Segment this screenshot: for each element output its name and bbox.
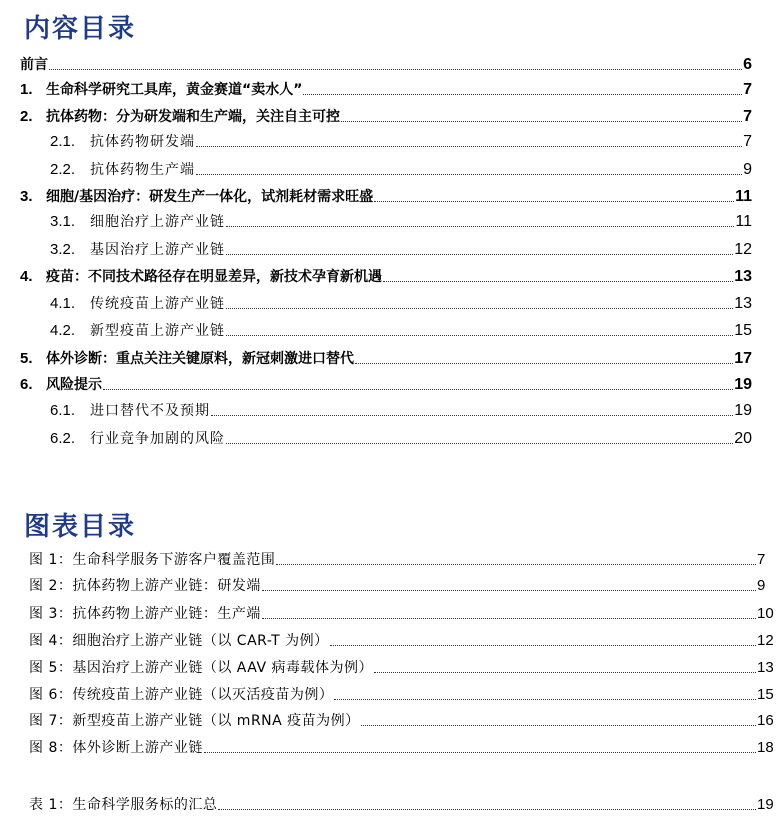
entry-title: 表 1：生命科学服务标的汇总 <box>29 797 218 813</box>
dot-leader <box>303 94 742 95</box>
page-number: 7 <box>757 551 766 568</box>
toc-subsection-entry[interactable] <box>50 157 752 179</box>
toc-subsection-entry[interactable] <box>50 426 752 448</box>
figure-list-entry[interactable] <box>29 601 774 623</box>
toc-section-entry[interactable] <box>20 372 752 394</box>
page-number: 11 <box>735 188 752 205</box>
page-number: 19 <box>757 796 774 813</box>
dot-leader <box>341 121 742 122</box>
page-number: 20 <box>734 430 752 447</box>
dot-leader <box>276 564 756 565</box>
dot-leader <box>374 672 756 673</box>
entry-title: 图 7：新型疫苗上游产业链（以 mRNA 疫苗为例） <box>29 713 360 729</box>
page-number: 9 <box>743 161 752 178</box>
entry-number: 1. <box>20 81 33 98</box>
dot-leader <box>262 590 756 591</box>
dot-leader <box>262 618 756 619</box>
toc-subsection-entry[interactable] <box>50 209 752 231</box>
page-number: 12 <box>734 241 752 258</box>
dot-leader <box>103 389 733 390</box>
table-list-entry[interactable] <box>29 792 774 814</box>
dot-leader <box>226 308 733 309</box>
page-number: 12 <box>757 632 774 649</box>
entry-number: 6.2. <box>50 430 76 447</box>
dot-leader <box>226 443 733 444</box>
entry-number: 2. <box>20 108 33 125</box>
page-number: 7 <box>743 81 752 98</box>
dot-leader <box>196 146 742 147</box>
entry-title: 细胞治疗上游产业链 <box>90 214 225 230</box>
page-number: 7 <box>743 108 752 125</box>
entry-title: 图 2：抗体药物上游产业链：研发端 <box>29 578 261 594</box>
entry-number: 3.2. <box>50 241 76 258</box>
entry-number: 2.1. <box>50 133 76 150</box>
figure-list-entry[interactable] <box>29 628 774 650</box>
toc-section-entry[interactable] <box>20 264 752 286</box>
entry-title: 体外诊断：重点关注关键原料，新冠刺激进口替代 <box>46 351 354 367</box>
entry-title: 图 5：基因治疗上游产业链（以 AAV 病毒载体为例） <box>29 660 373 676</box>
toc-subsection-entry[interactable] <box>50 237 752 259</box>
dot-leader <box>361 725 756 726</box>
entry-title: 抗体药物：分为研发端和生产端，关注自主可控 <box>46 109 340 125</box>
entry-title: 传统疫苗上游产业链 <box>90 296 225 312</box>
dot-leader <box>330 645 756 646</box>
page-number: 15 <box>757 686 774 703</box>
entry-title: 风险提示 <box>46 377 102 393</box>
figure-list-entry[interactable] <box>29 547 769 569</box>
entry-title: 抗体药物研发端 <box>90 134 195 150</box>
entry-title: 细胞/基因治疗：研发生产一体化，试剂耗材需求旺盛 <box>46 189 374 205</box>
toc-section-entry[interactable] <box>20 346 752 368</box>
toc-subsection-entry[interactable] <box>50 129 752 151</box>
page-number: 11 <box>735 213 752 230</box>
toc-section-entry[interactable] <box>20 52 752 74</box>
entry-title: 生命科学研究工具库，黄金赛道“卖水人” <box>46 82 303 98</box>
page-number: 13 <box>757 659 774 676</box>
entry-number: 4. <box>20 268 33 285</box>
dot-leader <box>226 254 733 255</box>
dot-leader <box>204 752 756 753</box>
entry-title: 图 8：体外诊断上游产业链 <box>29 740 203 756</box>
entry-number: 6. <box>20 376 33 393</box>
toc-section-entry[interactable] <box>20 184 752 206</box>
page-number: 15 <box>734 322 752 339</box>
dot-leader <box>226 335 733 336</box>
entry-number: 4.1. <box>50 295 76 312</box>
entry-number: 3. <box>20 188 33 205</box>
dot-leader <box>383 281 733 282</box>
dot-leader <box>49 69 742 70</box>
page-number: 16 <box>757 712 774 729</box>
entry-title: 基因治疗上游产业链 <box>90 242 225 258</box>
dot-leader <box>334 699 756 700</box>
dot-leader <box>218 809 756 810</box>
dot-leader <box>374 201 734 202</box>
entry-title: 图 4：细胞治疗上游产业链（以 CAR-T 为例） <box>29 633 329 649</box>
entry-title: 进口替代不及预期 <box>90 403 210 419</box>
dot-leader <box>355 363 733 364</box>
figure-list-entry[interactable] <box>29 735 774 757</box>
figure-list-entry[interactable] <box>29 655 774 677</box>
page-number: 17 <box>734 350 752 367</box>
page-number: 13 <box>734 268 752 285</box>
page-number: 19 <box>734 376 752 393</box>
toc-subsection-entry[interactable] <box>50 398 752 420</box>
toc-subsection-entry[interactable] <box>50 318 752 340</box>
toc-subsection-entry[interactable] <box>50 291 752 313</box>
entry-title: 抗体药物生产端 <box>90 162 195 178</box>
page-number: 18 <box>757 739 774 756</box>
figure-list-entry[interactable] <box>29 573 769 595</box>
figure-list-entry[interactable] <box>29 682 774 704</box>
entry-title: 图 3：抗体药物上游产业链：生产端 <box>29 606 261 622</box>
figure-list-entry[interactable] <box>29 708 774 730</box>
entry-title: 图 1：生命科学服务下游客户覆盖范围 <box>29 552 276 568</box>
toc-section-entry[interactable] <box>20 77 752 99</box>
dot-leader <box>226 226 734 227</box>
page-number: 7 <box>743 133 752 150</box>
dot-leader <box>196 174 742 175</box>
toc-section-entry[interactable] <box>20 104 752 126</box>
entry-number: 4.2. <box>50 322 76 339</box>
page-number: 13 <box>734 295 752 312</box>
entry-number: 3.1. <box>50 213 76 230</box>
entry-number: 6.1. <box>50 402 76 419</box>
entry-title: 行业竞争加剧的风险 <box>90 431 225 447</box>
entry-title: 前言 <box>20 57 48 73</box>
page-number: 10 <box>757 605 774 622</box>
entry-number: 2.2. <box>50 161 76 178</box>
page-number: 19 <box>734 402 752 419</box>
entry-number: 5. <box>20 350 33 367</box>
entry-title: 图 6：传统疫苗上游产业链（以灭活疫苗为例） <box>29 687 334 703</box>
page-number: 6 <box>743 56 752 73</box>
toc-heading: 内容目录 <box>24 14 137 44</box>
figures-heading: 图表目录 <box>24 512 137 542</box>
page-number: 9 <box>757 577 766 594</box>
entry-title: 新型疫苗上游产业链 <box>90 323 225 339</box>
entry-title: 疫苗：不同技术路径存在明显差异，新技术孕育新机遇 <box>46 269 382 285</box>
dot-leader <box>211 415 733 416</box>
